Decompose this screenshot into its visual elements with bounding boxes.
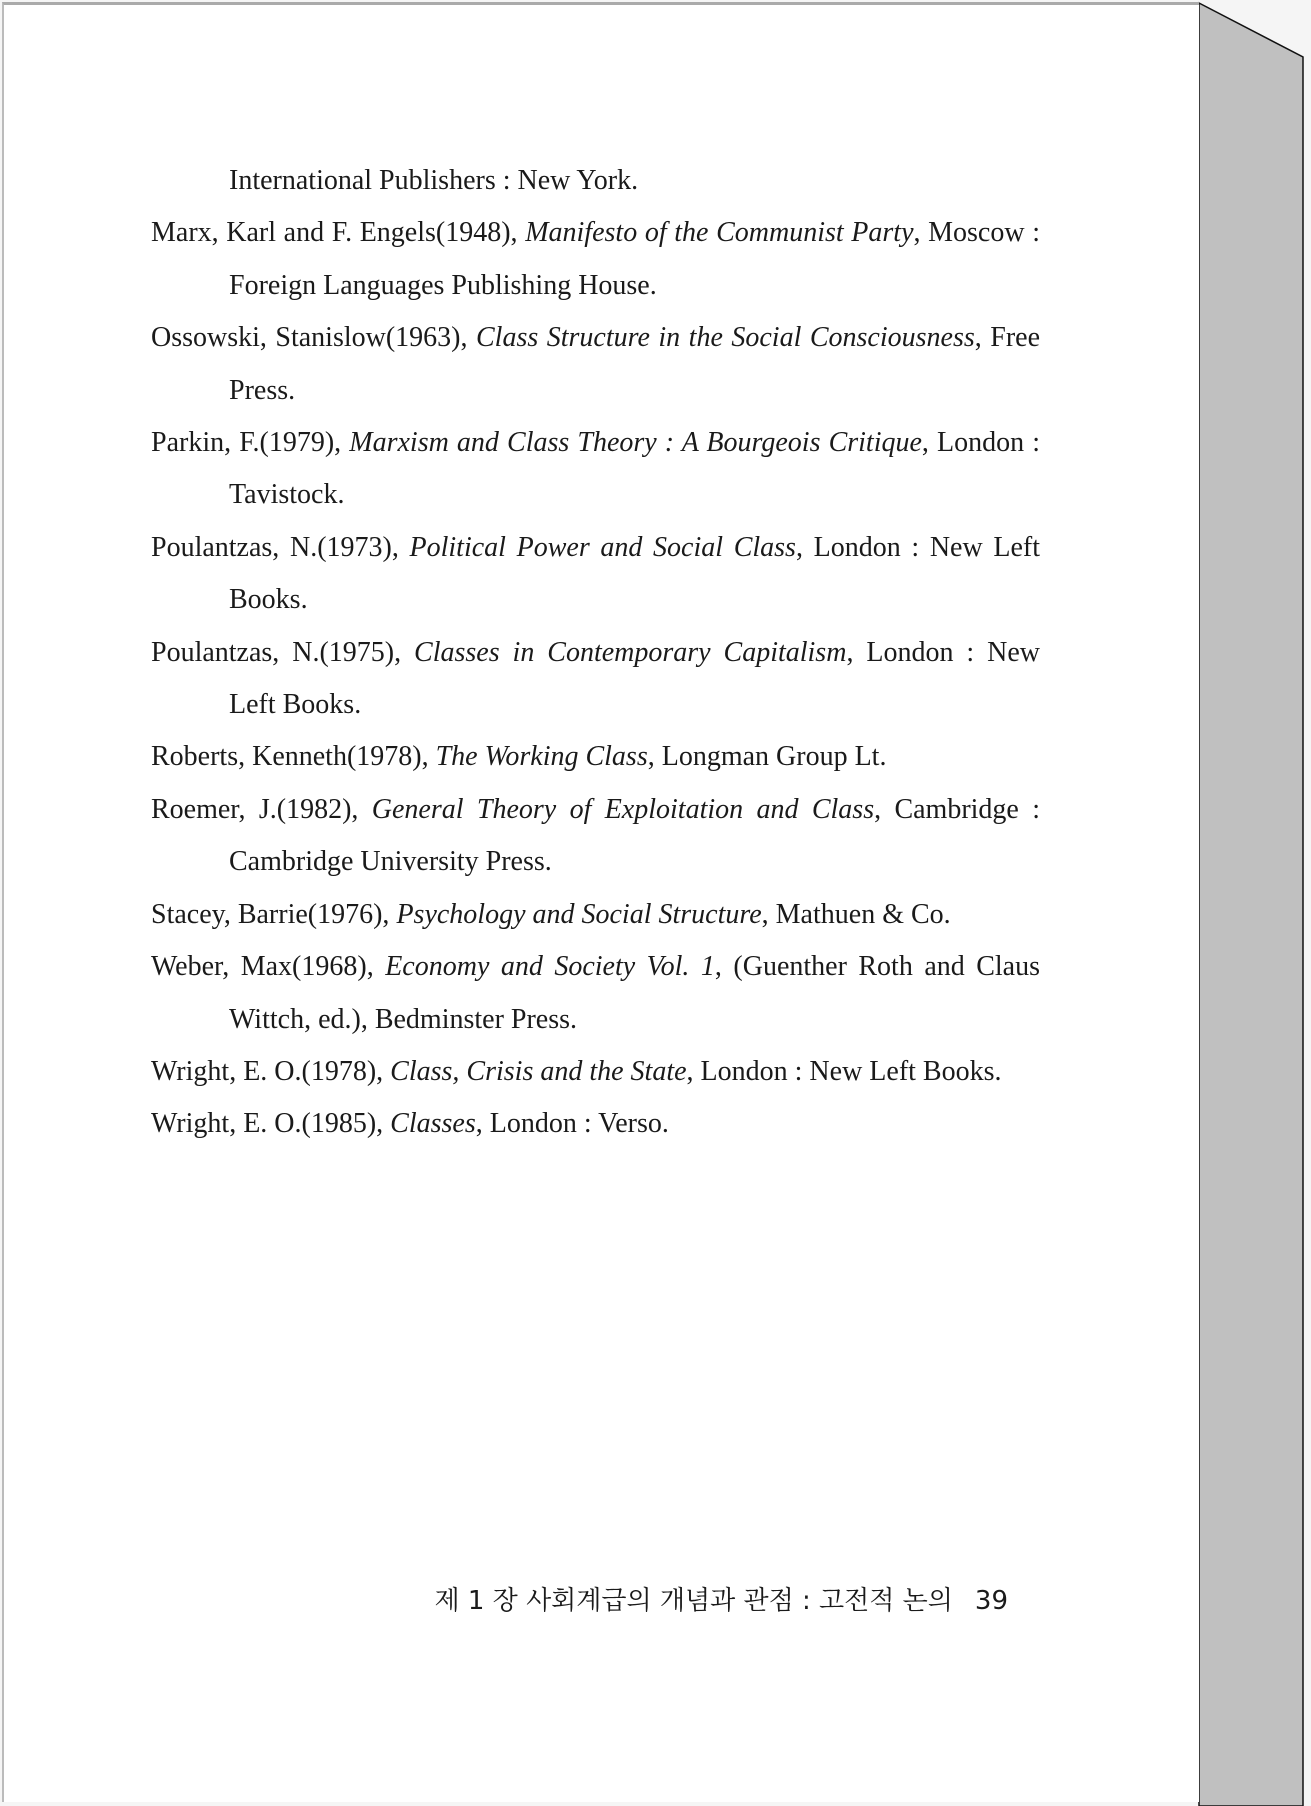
reference-continuation: International Publishers : New York. — [229, 165, 639, 196]
reference-publisher: , London : New Left Books. — [229, 531, 1041, 616]
reference-entry — [151, 522, 1040, 627]
reference-title: Marxism and Class Theory : A Bourgeois Critique — [349, 427, 922, 459]
reference-publisher: , London : Tavistock. — [229, 427, 1040, 511]
reference-entry — [151, 889, 1040, 941]
reference-entry — [151, 731, 1040, 783]
reference-title: Classes in Contemporary Capitalism — [414, 636, 847, 668]
reference-publisher: , Cambridge : Cambridge University Press. — [229, 793, 1040, 878]
reference-author: Poulantzas, N.(1975), — [151, 636, 415, 668]
reference-title: Psychology and Social Structure — [396, 898, 762, 930]
reference-author: Wright, E. O.(1978), — [151, 1055, 391, 1087]
page-number: 39 — [974, 1586, 1008, 1616]
reference-entry — [151, 1046, 1040, 1098]
running-header-chapter: 제 1 장 사회계급의 개념과 관점 : 고전적 논의 — [434, 1586, 953, 1616]
reference-author: Stacey, Barrie(1976), — [151, 898, 397, 930]
reference-entry — [151, 784, 1040, 889]
page-footer — [435, 1580, 1009, 1617]
reference-entry — [151, 207, 1040, 312]
reference-author: Roberts, Kenneth(1978), — [151, 741, 436, 773]
reference-title: Class, Crisis and the State — [390, 1055, 687, 1087]
reference-entry — [151, 941, 1040, 1046]
reference-title: Political Power and Social Class — [409, 531, 796, 563]
reference-title: Classes — [390, 1108, 476, 1140]
reference-author: Roemer, J.(1982), — [151, 793, 372, 825]
reference-publisher: , Free Press. — [229, 322, 1040, 406]
reference-entry — [151, 1098, 1040, 1150]
reference-title: General Theory of Exploitation and Class — [371, 793, 875, 825]
reference-publisher: , London : New Left Books. — [229, 636, 1040, 721]
reference-publisher: , Mathuen & Co. — [761, 898, 951, 930]
reference-entry — [151, 312, 1040, 417]
reference-author: Weber, Max(1968), — [151, 951, 386, 983]
reference-author: Marx, Karl and F. Engels(1948), — [151, 217, 526, 249]
reference-entry — [151, 627, 1040, 732]
reference-publisher: , Moscow : Foreign Languages Publishing House. — [229, 217, 1040, 301]
reference-author: Ossowski, Stanislow(1963), — [151, 322, 476, 354]
reference-author: Parkin, F.(1979), — [151, 427, 350, 459]
reference-title: The Working Class — [435, 741, 648, 773]
reference-publisher: , Longman Group Lt. — [647, 741, 887, 773]
reference-title: Class Structure in the Social Consciousness — [476, 322, 975, 354]
reference-author: Wright, E. O.(1985), — [151, 1108, 391, 1140]
reference-publisher: , (Guenther Roth and Claus Wittch, ed.), Bedminster Press. — [229, 951, 1041, 1035]
reference-publisher: , London : New Left Books. — [686, 1055, 1002, 1087]
reference-publisher: , London : Verso. — [475, 1108, 669, 1140]
reference-entry — [151, 417, 1040, 522]
reference-title: Economy and Society Vol. 1 — [385, 951, 715, 983]
reference-author: Poulantzas, N.(1973), — [151, 531, 410, 563]
reference-title: Manifesto of the Communist Party — [525, 217, 914, 249]
references-list — [151, 155, 1040, 1151]
